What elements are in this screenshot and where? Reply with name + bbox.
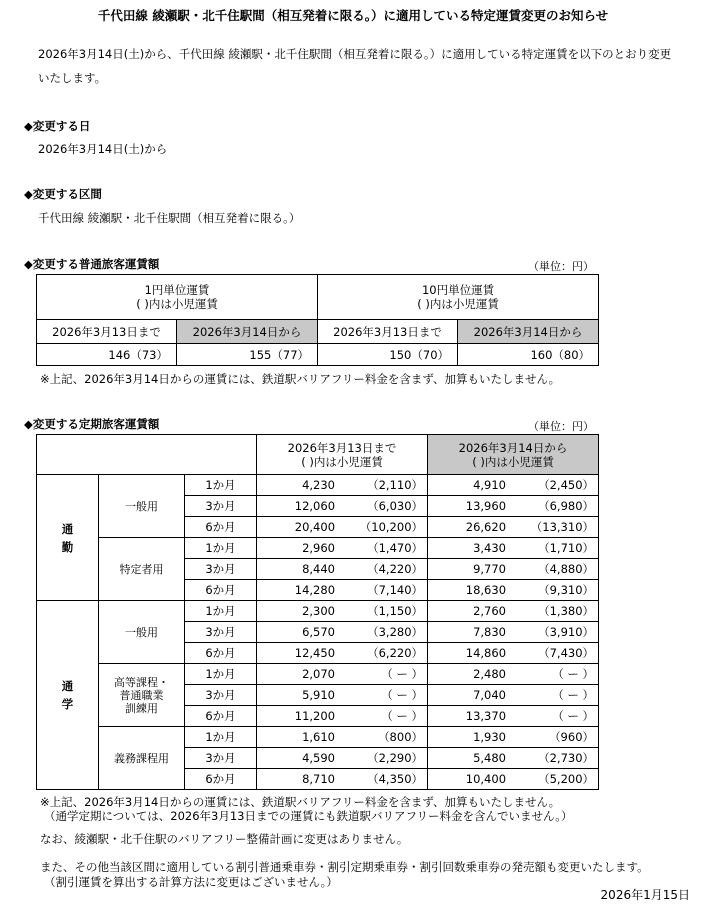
commuter-fare-adult-after: 2,760 xyxy=(473,604,507,618)
change-section-value: 千代田線 綾瀬駅・北千住駅間（相互発着に限る。） xyxy=(38,211,301,225)
commuter-col-before-note: ( )内は小児運賃 xyxy=(301,454,383,469)
commuter-fare-adult-before: 4,590 xyxy=(302,751,336,765)
commuter-fare-child-before: （ ー ） xyxy=(381,667,424,681)
regular-group-10yen-note: ( )内は小児運賃 xyxy=(417,297,499,311)
commuter-type-line: 一般用 xyxy=(125,499,158,513)
table-row xyxy=(37,538,599,559)
commuter-fare-before xyxy=(257,706,428,727)
commuter-fare-child-after: （2,450） xyxy=(538,478,595,492)
commuter-fare-after xyxy=(428,580,599,601)
commuter-period: 1か月 xyxy=(185,664,257,685)
commuter-fare-after xyxy=(428,685,599,706)
commuter-category-label xyxy=(37,475,99,601)
commuter-fare-adult-after: 13,370 xyxy=(465,709,507,723)
commuter-fare-before xyxy=(257,538,428,559)
commuter-fare-child-before: （3,280） xyxy=(367,625,424,639)
commuter-fare-after xyxy=(428,517,599,538)
table-row xyxy=(37,475,599,496)
commuter-fare-after xyxy=(428,601,599,622)
discount-fare-note-1: また、その他当該区間に適用している割引普通乗車券・割引定期乗車券・割引回数乗車券の発売額も変更いたします。 xyxy=(40,860,649,874)
commuter-col-before xyxy=(257,435,428,475)
commuter-fare-after xyxy=(428,559,599,580)
commuter-fare-child-before: （7,140） xyxy=(367,583,424,597)
intro-text-line-2: いたします。 xyxy=(38,71,107,85)
commuter-fare-child-before: （2,110） xyxy=(367,478,424,492)
table-row xyxy=(37,664,599,685)
commuter-fare-child-after: （3,910） xyxy=(538,625,595,639)
commuter-fare-adult-after: 14,860 xyxy=(465,646,507,660)
commuter-fare-adult-after: 10,400 xyxy=(465,772,507,786)
commuter-fare-child-after: （ ー ） xyxy=(552,709,595,723)
commuter-type-label xyxy=(99,538,185,601)
commuter-fare-note-2: （通学定期については、2026年3月13日までの運賃にも鉄道駅バリアフリー料金を含んでいません。） xyxy=(44,809,573,823)
commuter-fare-child-after: （1,710） xyxy=(538,541,595,555)
commuter-fare-adult-before: 8,440 xyxy=(302,562,336,576)
table-row xyxy=(37,727,599,748)
commuter-period: 3か月 xyxy=(185,496,257,517)
commuter-period: 6か月 xyxy=(185,580,257,601)
commuter-fare-child-before: （6,220） xyxy=(367,646,424,660)
commuter-type-line: 特定者用 xyxy=(119,562,164,576)
commuter-fare-before xyxy=(257,769,428,790)
commuter-fare-child-after: （7,430） xyxy=(538,646,595,660)
commuter-fare-child-before: （2,290） xyxy=(367,751,424,765)
commuter-fare-child-after: （13,310） xyxy=(530,520,595,534)
commuter-fare-before xyxy=(257,748,428,769)
commuter-fare-child-after: （9,310） xyxy=(538,583,595,597)
commuter-col-after xyxy=(428,435,599,475)
commuter-fare-adult-before: 12,060 xyxy=(294,499,336,513)
commuter-fare-adult-before: 11,200 xyxy=(294,709,336,723)
commuter-fare-before xyxy=(257,475,428,496)
commuter-fare-adult-before: 1,610 xyxy=(302,730,336,744)
commuter-fare-adult-before: 20,400 xyxy=(294,520,336,534)
commuter-fare-child-before: （4,350） xyxy=(367,772,424,786)
commuter-type-line: 高等課程・ xyxy=(114,675,169,689)
commuter-fare-child-before: （1,470） xyxy=(367,541,424,555)
commuter-type-line: 一般用 xyxy=(125,625,158,639)
regular-group-1yen-note: ( )内は小児運賃 xyxy=(136,297,218,311)
commuter-fare-adult-before: 2,070 xyxy=(302,667,336,681)
commuter-category-char: 通 xyxy=(61,521,74,536)
commuter-fare-after xyxy=(428,643,599,664)
commuter-type-label xyxy=(99,475,185,538)
commuter-type-label xyxy=(99,601,185,664)
commuter-fare-child-before: （800） xyxy=(378,730,424,744)
commuter-fare-child-after: （6,980） xyxy=(538,499,595,513)
commuter-fare-child-after: （4,880） xyxy=(538,562,595,576)
commuter-fare-adult-before: 5,910 xyxy=(302,688,336,702)
commuter-type-label xyxy=(99,664,185,727)
commuter-fare-child-before: （ ー ） xyxy=(381,709,424,723)
commuter-period: 3か月 xyxy=(185,748,257,769)
commuter-fare-child-before: （4,220） xyxy=(367,562,424,576)
commuter-category-label xyxy=(37,601,99,790)
regular-value-after-1yen: 155（77） xyxy=(177,344,318,366)
commuter-period: 1か月 xyxy=(185,475,257,496)
intro-text-line-1: 2026年3月14日(土)から、千代田線 綾瀬駅・北千住駅間（相互発着に限る。）に適用している特定運賃を以下のとおり変更 xyxy=(38,47,672,61)
commuter-fare-after xyxy=(428,748,599,769)
commuter-fare-after xyxy=(428,769,599,790)
commuter-fare-adult-after: 5,480 xyxy=(473,751,507,765)
commuter-fare-adult-after: 2,480 xyxy=(473,667,507,681)
regular-col-after-10yen: 2026年3月14日から xyxy=(458,320,599,344)
commuter-fare-before xyxy=(257,601,428,622)
commuter-type-label xyxy=(99,727,185,790)
commuter-fare-adult-before: 14,280 xyxy=(294,583,336,597)
commuter-fare-child-before: （6,030） xyxy=(367,499,424,513)
commuter-fare-adult-before: 2,960 xyxy=(302,541,336,555)
commuter-period: 3か月 xyxy=(185,685,257,706)
commuter-category-char: 勤 xyxy=(61,539,74,554)
commuter-period: 1か月 xyxy=(185,538,257,559)
commuter-fare-before xyxy=(257,664,428,685)
commuter-fare-child-after: （ ー ） xyxy=(552,688,595,702)
commuter-fare-before xyxy=(257,559,428,580)
commuter-period: 1か月 xyxy=(185,601,257,622)
commuter-fare-before xyxy=(257,622,428,643)
commuter-category-char: 通 xyxy=(61,679,74,693)
regular-fare-note: ※上記、2026年3月14日からの運賃には、鉄道駅バリアフリー料金を含まず、加算もいたしません。 xyxy=(40,372,561,386)
commuter-fare-adult-after: 7,830 xyxy=(473,625,507,639)
commuter-fare-after xyxy=(428,664,599,685)
commuter-fare-child-after: （2,730） xyxy=(538,751,595,765)
commuter-period: 6か月 xyxy=(185,769,257,790)
commuter-fare-adult-after: 26,620 xyxy=(465,520,507,534)
commuter-fare-adult-before: 6,570 xyxy=(302,625,336,639)
commuter-fare-adult-after: 13,960 xyxy=(465,499,507,513)
commuter-col-after-label: 2026年3月14日から xyxy=(458,440,568,455)
commuter-type-line: 普通職業 xyxy=(119,688,164,702)
commuter-fare-before xyxy=(257,580,428,601)
regular-fare-unit: （単位：円） xyxy=(528,260,594,273)
commuter-fare-adult-after: 1,930 xyxy=(473,730,507,744)
change-section-heading: ◆変更する区間 xyxy=(24,187,102,201)
regular-group-10yen xyxy=(318,275,599,320)
commuter-fare-child-before: （1,150） xyxy=(367,604,424,618)
commuter-fare-adult-after: 9,770 xyxy=(473,562,507,576)
regular-value-before-1yen: 146（73） xyxy=(37,344,177,366)
commuter-period: 6か月 xyxy=(185,643,257,664)
commuter-fare-after xyxy=(428,622,599,643)
commuter-fare-adult-before: 4,230 xyxy=(302,478,336,492)
regular-fare-heading: ◆変更する普通旅客運賃額 xyxy=(24,257,160,271)
commuter-fare-before xyxy=(257,643,428,664)
commuter-type-line: 義務課程用 xyxy=(114,751,169,765)
commuter-fare-after xyxy=(428,496,599,517)
commuter-period: 3か月 xyxy=(185,622,257,643)
commuter-fare-adult-after: 4,910 xyxy=(473,478,507,492)
regular-group-1yen xyxy=(37,275,318,320)
commuter-period: 6か月 xyxy=(185,706,257,727)
regular-group-1yen-label: 1円単位運賃 xyxy=(144,283,210,297)
regular-col-after-1yen: 2026年3月14日から xyxy=(177,320,318,344)
commuter-type-line: 訓練用 xyxy=(125,701,158,715)
commuter-period: 3か月 xyxy=(185,559,257,580)
commuter-fare-child-before: （10,200） xyxy=(359,520,424,534)
table-row xyxy=(37,601,599,622)
commuter-fare-before xyxy=(257,517,428,538)
commuter-category-char: 学 xyxy=(61,697,74,711)
commuter-fare-child-after: （1,380） xyxy=(538,604,595,618)
regular-fare-table xyxy=(36,274,599,366)
regular-value-after-10yen: 160（80） xyxy=(458,344,599,366)
regular-group-10yen-label: 10円単位運賃 xyxy=(421,283,495,297)
commuter-fare-after xyxy=(428,706,599,727)
commuter-header-blank xyxy=(37,435,257,475)
commuter-fare-child-before: （ ー ） xyxy=(381,688,424,702)
commuter-fare-adult-before: 2,300 xyxy=(302,604,336,618)
commuter-fare-child-after: （960） xyxy=(549,730,595,744)
commuter-fare-adult-after: 18,630 xyxy=(465,583,507,597)
regular-col-before-10yen: 2026年3月13日まで xyxy=(318,320,458,344)
change-date-value: 2026年3月14日(土)から xyxy=(38,142,168,156)
commuter-fare-adult-before: 12,450 xyxy=(294,646,336,660)
commuter-period: 6か月 xyxy=(185,517,257,538)
commuter-fare-unit: （単位：円） xyxy=(528,420,594,433)
commuter-fare-table xyxy=(36,434,599,790)
commuter-col-before-label: 2026年3月13日まで xyxy=(287,440,397,455)
commuter-period: 1か月 xyxy=(185,727,257,748)
commuter-fare-after xyxy=(428,475,599,496)
commuter-fare-adult-after: 3,430 xyxy=(473,541,507,555)
commuter-fare-before xyxy=(257,685,428,706)
commuter-fare-child-after: （ ー ） xyxy=(552,667,595,681)
commuter-fare-before xyxy=(257,496,428,517)
barrier-free-note: なお、綾瀬駅・北千住駅のバリアフリー整備計画に変更はありません。 xyxy=(40,832,409,846)
commuter-fare-note-1: ※上記、2026年3月14日からの運賃には、鉄道駅バリアフリー料金を含まず、加算もいたしません。 xyxy=(40,795,561,809)
discount-fare-note-2: （割引運賃を算出する計算方法に変更はございません。） xyxy=(44,875,338,889)
commuter-fare-child-after: （5,200） xyxy=(538,772,595,786)
commuter-fare-after xyxy=(428,538,599,559)
commuter-fare-after xyxy=(428,727,599,748)
commuter-fare-before xyxy=(257,727,428,748)
page-title: 千代田線 綾瀬駅・北千住駅間（相互発着に限る。）に適用している特定運賃変更のお知らせ xyxy=(97,8,609,23)
commuter-fare-adult-after: 7,040 xyxy=(473,688,507,702)
commuter-fare-heading: ◆変更する定期旅客運賃額 xyxy=(24,417,160,431)
regular-value-before-10yen: 150（70） xyxy=(318,344,458,366)
notice-date: 2026年1月15日 xyxy=(600,888,690,902)
commuter-fare-adult-before: 8,710 xyxy=(302,772,336,786)
commuter-col-after-note: ( )内は小児運賃 xyxy=(472,454,554,469)
regular-col-before-1yen: 2026年3月13日まで xyxy=(37,320,177,344)
change-date-heading: ◆変更する日 xyxy=(24,119,91,133)
